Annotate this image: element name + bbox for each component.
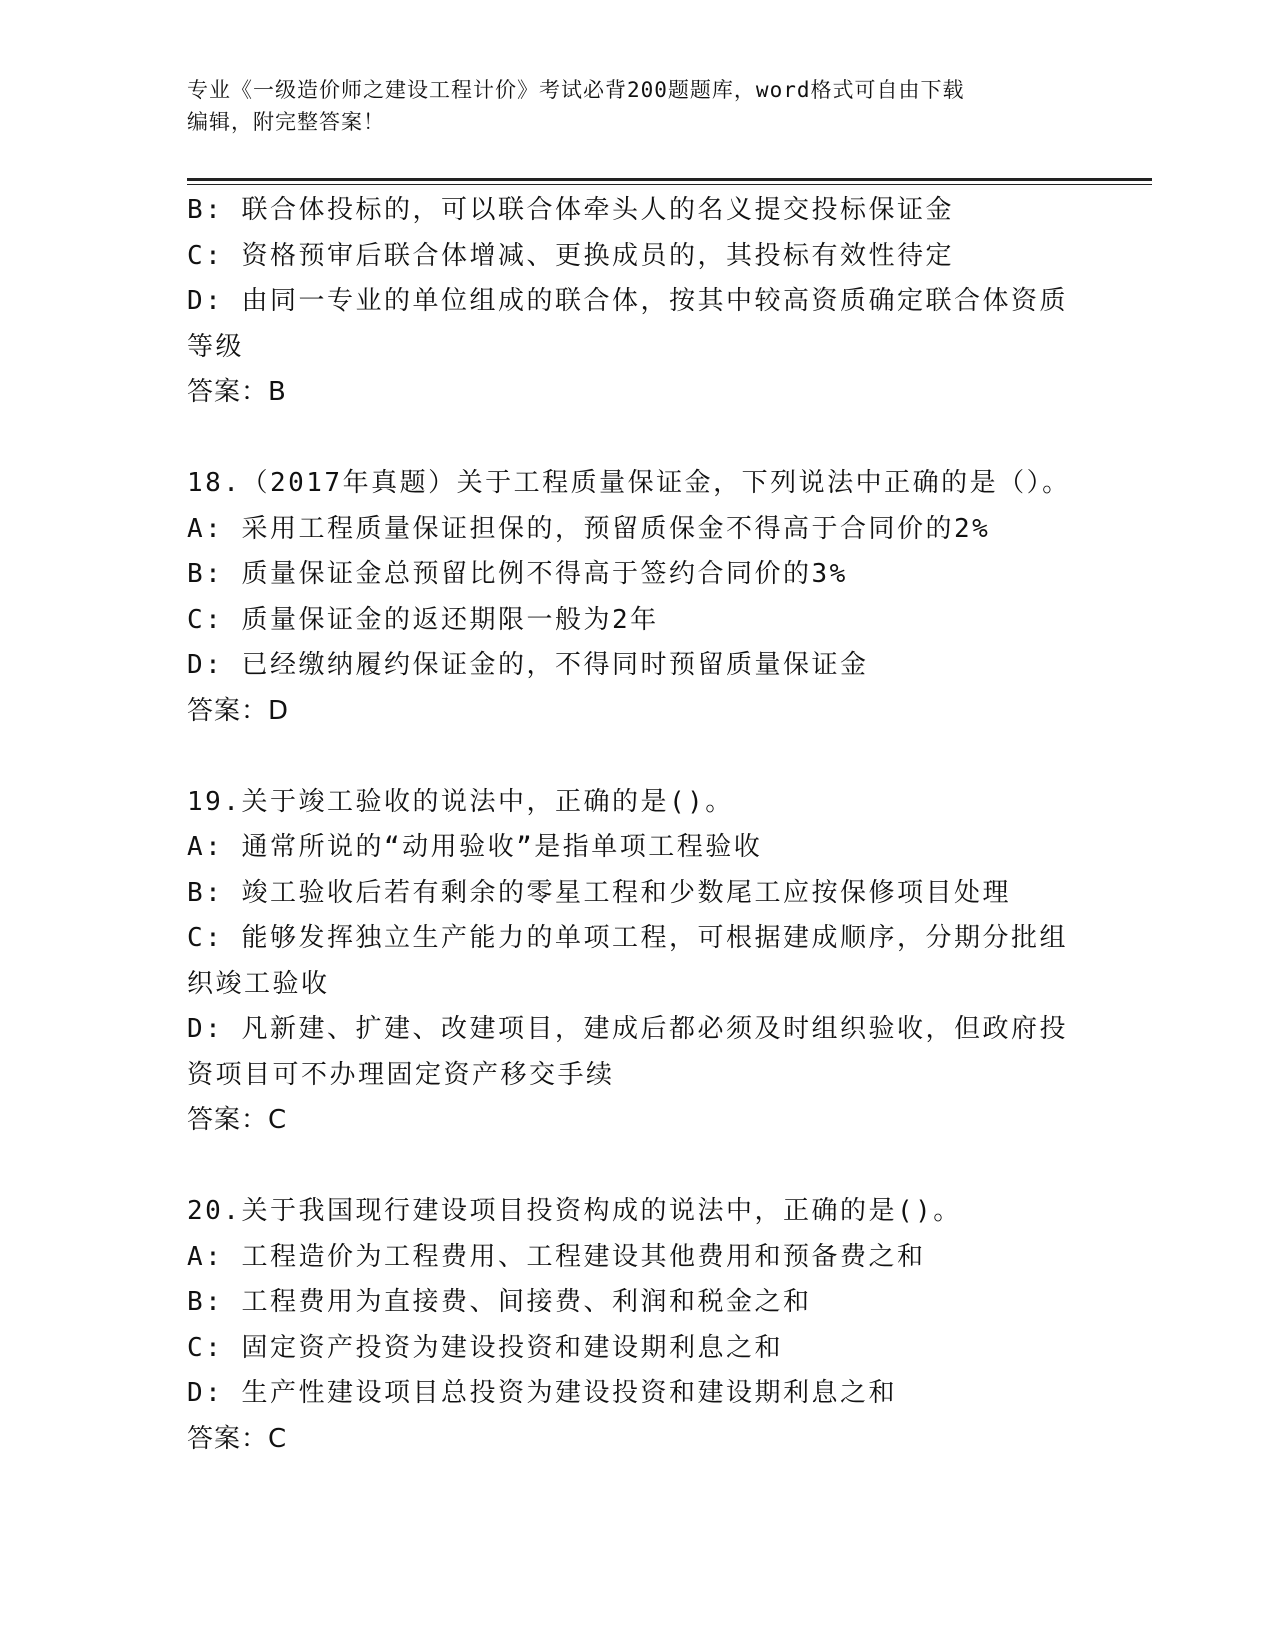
q19-answer: 答案：C <box>187 1105 288 1135</box>
document-header <box>187 74 1067 138</box>
q18-option-d: D: 已经缴纳履约保证金的，不得同时预留质量保证金 <box>187 650 869 680</box>
q18-answer: 答案：D <box>187 695 290 726</box>
q18-question: 18.（2017年真题）关于工程质量保证金，下列说法中正确的是（）。 <box>187 468 1071 498</box>
question-19-block <box>187 780 1087 1144</box>
q19-option-d-line-1: D: 凡新建、扩建、改建项目，建成后都必须及时组织验收，但政府投 <box>187 1014 1068 1044</box>
spacer <box>187 416 1087 462</box>
q20-option-c: C: 固定资产投资为建设投资和建设期利息之和 <box>187 1332 783 1363</box>
q18-option-c: C: 质量保证金的返还期限一般为2年 <box>187 604 659 635</box>
question-17-block <box>187 188 1087 416</box>
header-divider-thick <box>187 178 1152 181</box>
q19-option-c-line-2: 织竣工验收 <box>187 968 330 999</box>
q19-option-c-line-1: C: 能够发挥独立生产能力的单项工程，可根据建成顺序，分期分批组 <box>187 923 1068 953</box>
q17-option-b: B: 联合体投标的，可以联合体牵头人的名义提交投标保证金 <box>187 195 954 225</box>
spacer <box>187 734 1087 780</box>
q17-option-c: C: 资格预审后联合体增减、更换成员的，其投标有效性待定 <box>187 240 954 271</box>
header-line-1: 专业《一级造价师之建设工程计价》考试必背200题题库，word格式可自由下载 <box>187 78 965 102</box>
spacer <box>187 1144 1087 1190</box>
q19-option-b: B: 竣工验收后若有剩余的零星工程和少数尾工应按保修项目处理 <box>187 877 1011 908</box>
q17-option-d-line-1: D: 由同一专业的单位组成的联合体，按其中较高资质确定联合体资质 <box>187 286 1068 316</box>
q18-option-a: A: 采用工程质量保证担保的，预留质保金不得高于合同价的2% <box>187 513 991 544</box>
q17-answer: 答案：B <box>187 377 287 407</box>
q20-question: 20.关于我国现行建设项目投资构成的说法中，正确的是()。 <box>187 1196 962 1226</box>
q20-option-d: D: 生产性建设项目总投资为建设投资和建设期利息之和 <box>187 1378 897 1408</box>
question-20-block <box>187 1189 1087 1462</box>
q20-answer: 答案：C <box>187 1423 288 1454</box>
q19-option-a: A: 通常所说的“动用验收”是指单项工程验收 <box>187 832 763 862</box>
header-line-2: 编辑，附完整答案！ <box>187 110 385 134</box>
q18-option-b: B: 质量保证金总预留比例不得高于签约合同价的3% <box>187 559 848 589</box>
q17-option-d-line-2: 等级 <box>187 331 245 362</box>
q20-option-b: B: 工程费用为直接费、间接费、利润和税金之和 <box>187 1287 812 1317</box>
question-content <box>187 188 1087 1462</box>
question-18-block <box>187 461 1087 734</box>
header-divider-thin <box>187 184 1152 185</box>
q20-option-a: A: 工程造价为工程费用、工程建设其他费用和预备费之和 <box>187 1241 926 1272</box>
q19-question: 19.关于竣工验收的说法中，正确的是()。 <box>187 786 734 817</box>
q19-option-d-line-2: 资项目可不办理固定资产移交手续 <box>187 1059 615 1090</box>
